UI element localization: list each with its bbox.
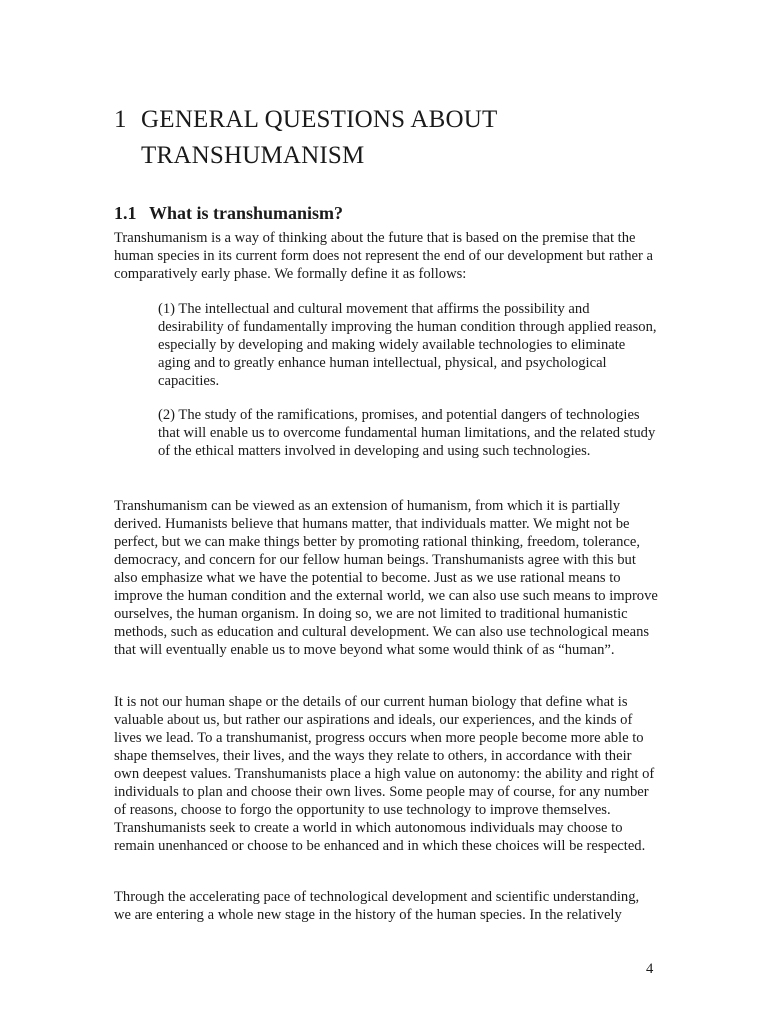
humanism-paragraph: Transhumanism can be viewed as an extension of humanism, from which it is partially derived. Humanists believe that humans matter, that individuals matter. We might not be perfect, but we can make things better by promoting rational thinking, freedom, tolerance, democracy, and concern for our fellow human beings. Transhumanists agree with this but also emphasize what we have the potential to become. Just as we use rational means to improve the human condition and the external world, we can also use such means to improve ourselves, the human organism. In doing so, we are not limited to traditional humanistic methods, such as education and cultural development. We can also use technological means that will eventually enable us to move beyond what some would think of as “human”. — [114, 498, 658, 658]
chapter-heading — [114, 102, 674, 174]
definition-two-paragraph: (2) The study of the ramifications, promises, and potential dangers of technologies that will enable us to overcome fundamental human limitations, and the related study of the ethical matters involved in developing and using such technologies. — [158, 407, 656, 459]
technological-pace-paragraph: Through the accelerating pace of technological development and scientific understanding, we are entering a whole new stage in the history of the human species. In the relatively — [114, 889, 640, 923]
section-title: What is transhumanism? — [149, 203, 344, 223]
intro-paragraph: Transhumanism is a way of thinking about the future that is based on the premise that the human species in its current form does not represent the end of our development but rather a comparatively early phase. We formally define it as follows: — [114, 230, 653, 282]
section-number: 1.1 — [114, 203, 137, 223]
chapter-number: 1 — [114, 106, 127, 133]
section-heading — [114, 200, 343, 226]
page-number: 4 — [646, 961, 654, 977]
chapter-title: GENERAL QUESTIONS ABOUT TRANSHUMANISM — [141, 106, 497, 169]
autonomy-paragraph: It is not our human shape or the details of our current human biology that define what is valuable about us, but rather our aspirations and ideals, our experiences, and the kinds of lives we lead. To a transhumanist, progress occurs when more people become more able to shape themselves, their lives, and the ways they relate to others, in accordance with their own deepest values. Transhumanists place a high value on autonomy: the ability and right of individuals to plan and choose their own lives. Some people may of course, for any number of reasons, choose to forgo the opportunity to use technology to improve themselves. Transhumanists seek to create a world in which autonomous individuals may choose to remain unenhanced or choose to be enhanced and in which these choices will be respected. — [114, 694, 655, 854]
definition-one-paragraph: (1) The intellectual and cultural movement that affirms the possibility and desirability of fundamentally improving the human condition through applied reason, especially by developing and making widely available technologies to eliminate aging and to greatly enhance human intellectual, physical, and psychological capacities. — [158, 301, 657, 389]
